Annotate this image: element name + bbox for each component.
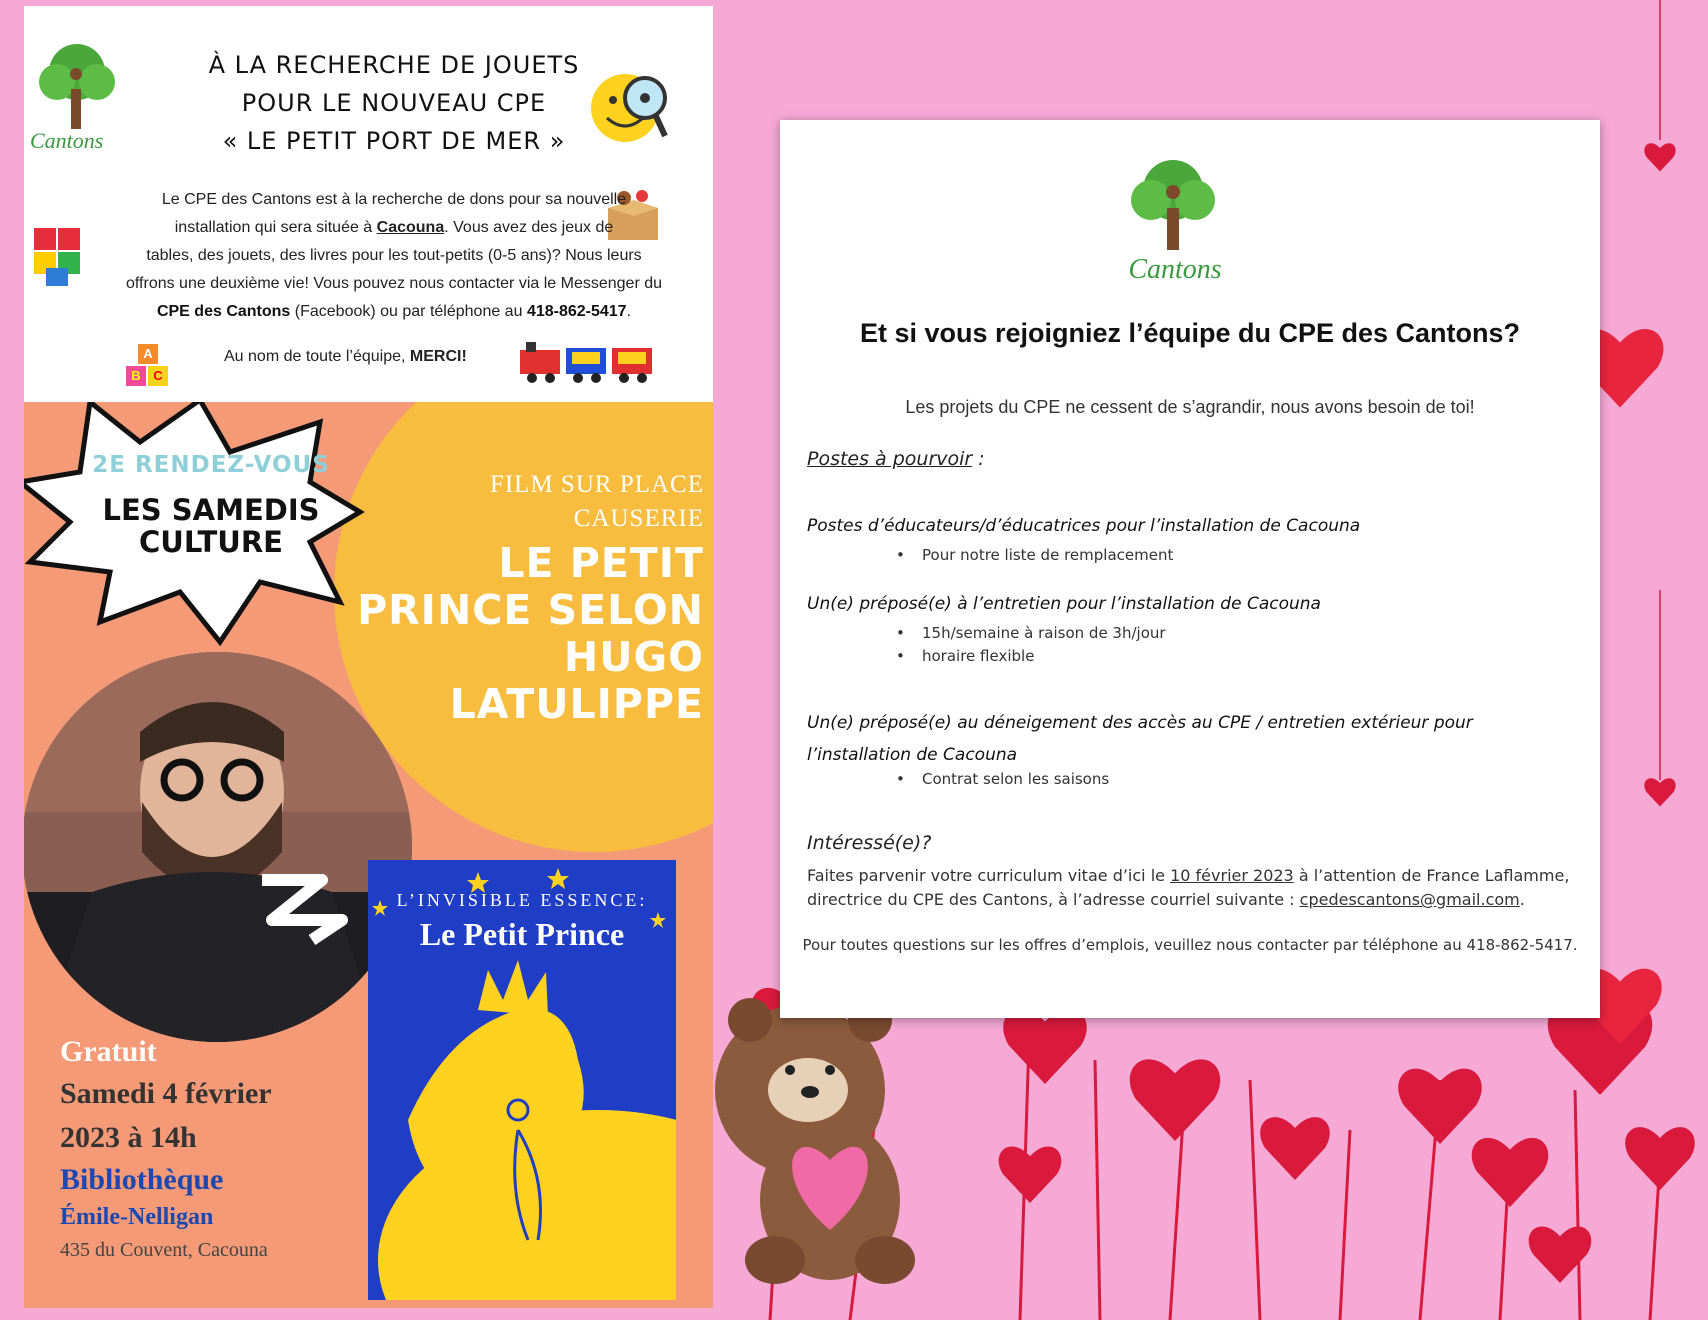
block-b: B xyxy=(126,366,146,386)
phone-number: 418-862-5417 xyxy=(526,303,627,320)
apply-text-c: directrice du CPE des Cantons, à l’adresse courriel suivante : xyxy=(807,890,1295,909)
logo-name: Cantons xyxy=(30,128,104,153)
library-line-2: Émile-Nelligan xyxy=(60,1204,214,1230)
event-date-line-2: 2023 à 14h xyxy=(60,1121,197,1154)
body-line-4: offrons une deuxième vie! Vous pouvez nous contacter via le Messenger du xyxy=(125,275,663,292)
book-title: Le Petit Prince xyxy=(419,916,625,952)
body-line-2a: installation qui sera située à xyxy=(174,219,373,236)
event-title-line-3: HUGO xyxy=(563,633,704,681)
book-cover xyxy=(368,860,676,1300)
event-title-line-2: PRINCE SELON xyxy=(357,586,704,634)
email-link[interactable]: cpedescantons@gmail.com xyxy=(1299,890,1520,909)
location-cacouna: Cacouna xyxy=(376,219,445,236)
postes-colon: : xyxy=(972,448,985,470)
thanks-merci: MERCI! xyxy=(409,348,467,365)
body-line-2 xyxy=(84,214,704,242)
post-3-bullet-1: • Contrat selon les saisons xyxy=(922,770,1109,788)
puzzle-icon xyxy=(32,224,84,288)
job-posting-document xyxy=(780,120,1600,1018)
apply-line-2 xyxy=(807,888,1587,912)
samedis-culture-label xyxy=(86,494,336,558)
toy-donation-card xyxy=(24,6,713,402)
body-line-5b: (Facebook) ou par téléphone au xyxy=(294,303,523,320)
body-line-2c: . Vous avez des jeux de xyxy=(444,219,614,236)
event-title-line-4: LATULIPPE xyxy=(449,680,704,728)
body-line-3: tables, des jouets, des livres pour les tout-petits (0-5 ans)? Nous leurs xyxy=(146,247,642,264)
apply-line-1 xyxy=(807,864,1587,888)
job-heading: Et si vous rejoigniez l’équipe du CPE des Cantons? xyxy=(859,318,1521,348)
apply-deadline: 10 février 2023 xyxy=(1170,866,1294,885)
film-line-2: CAUSERIE xyxy=(573,505,704,532)
title-line-3: « LE PETIT PORT DE MER » xyxy=(222,127,566,155)
block-a: A xyxy=(138,344,158,364)
event-date-line-1: Samedi 4 février xyxy=(60,1077,272,1110)
post-2-bullet-1: • 15h/semaine à raison de 3h/jour xyxy=(922,624,1166,642)
post-3-title-line-2: l’installation de Cacouna xyxy=(807,745,1018,765)
teddy-bear-icon xyxy=(715,998,915,1284)
culture-line: CULTURE xyxy=(139,525,283,559)
apply-text-b: à l’attention de France Laflamme, xyxy=(1298,866,1570,885)
film-label xyxy=(404,468,704,536)
apply-text-a: Faites parvenir votre curriculum vitae d’ici le xyxy=(807,866,1165,885)
post-2-bullet-2: • horaire flexible xyxy=(922,647,1034,665)
cpe-name: CPE des Cantons xyxy=(156,303,291,320)
postes-heading xyxy=(807,448,985,470)
interested-heading: Intéressé(e)? xyxy=(807,832,932,854)
apply-end: . xyxy=(1519,890,1525,909)
apply-text xyxy=(807,864,1587,912)
title-line-2: POUR LE NOUVEAU CPE xyxy=(241,89,547,117)
abc-blocks-icon xyxy=(124,344,174,388)
thanks-line xyxy=(224,348,524,366)
postes-label: Postes à pourvoir xyxy=(807,448,973,470)
toy-train-icon xyxy=(518,340,668,384)
magnifier-emoji-icon xyxy=(587,62,677,152)
logo-name-large: Cantons xyxy=(1128,254,1222,285)
event-title xyxy=(324,540,704,728)
title-line-1: À LA RECHERCHE DE JOUETS xyxy=(208,51,580,79)
book-subtitle: L’INVISIBLE ESSENCE: xyxy=(396,890,648,910)
body-line-5d: . xyxy=(626,303,632,320)
post-3-title-line-1: Un(e) préposé(e) au déneigement des accès au CPE / entretien extérieur pour xyxy=(807,713,1473,733)
culture-event-poster xyxy=(24,402,713,1308)
post-1-title: Postes d’éducateurs/d’éducatrices pour l’installation de Cacouna xyxy=(807,516,1361,536)
event-address: 435 du Couvent, Cacouna xyxy=(60,1239,268,1261)
samedis-line: LES SAMEDIS xyxy=(102,493,320,527)
thanks-text: Au nom de toute l’équipe, xyxy=(224,348,406,365)
event-title-line-1: LE PETIT xyxy=(498,539,704,587)
library-line-1: Bibliothèque xyxy=(60,1163,224,1196)
zigzag-doodle xyxy=(252,860,372,950)
film-line-1: FILM SUR PLACE xyxy=(489,471,704,498)
post-2-title: Un(e) préposé(e) à l’entretien pour l’installation de Cacouna xyxy=(807,594,1321,614)
rendezvous-label: 2E RENDEZ-VOUS xyxy=(92,452,330,478)
block-c: C xyxy=(148,366,168,386)
job-intro: Les projets du CPE ne cessent de s’agrandir, nous avons besoin de toi! xyxy=(905,397,1475,417)
post-3-title xyxy=(807,707,1473,771)
little-prince-illustration xyxy=(368,860,676,1300)
body-line-5 xyxy=(84,298,704,326)
toy-card-body xyxy=(84,186,704,326)
post-1-bullet-1: • Pour notre liste de remplacement xyxy=(922,546,1173,564)
body-line-1: Le CPE des Cantons est à la recherche de dons pour sa nouvelle xyxy=(161,191,627,208)
job-footer: Pour toutes questions sur les offres d’emplois, veuillez nous contacter par téléphone au 418-862-5417. xyxy=(802,936,1578,954)
speaker-photo xyxy=(24,652,412,1042)
toy-card-title xyxy=(174,46,614,160)
event-details xyxy=(60,1032,380,1266)
price-free: Gratuit xyxy=(60,1035,157,1068)
